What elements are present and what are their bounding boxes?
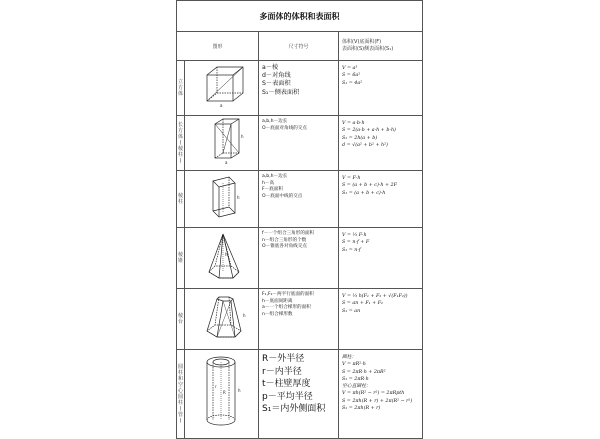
formula-line: S = 2πh(R + r) + 2π(R² − r²) <box>342 398 413 404</box>
row-name-char: 长 <box>177 122 183 128</box>
row-name-char: 圆 <box>177 394 183 400</box>
row-name <box>177 289 185 350</box>
svg-text:h: h <box>243 313 246 318</box>
table-row-prism <box>177 171 423 228</box>
formula-line: S = n·f + F <box>342 240 370 246</box>
formula-line: V = a³ <box>342 66 358 71</box>
row-name-char: 棱 <box>177 146 183 152</box>
row-name-char: 柱 <box>177 400 183 406</box>
svg-text:a: a <box>225 160 228 165</box>
svg-text:h: h <box>237 195 240 200</box>
symbol-line: a,b,h－边长 <box>262 119 288 124</box>
table-row-cylinder <box>177 350 423 439</box>
svg-text:r: r <box>215 384 217 389</box>
symbol-line: O－底面对角线的交点 <box>262 125 307 131</box>
table-row-frustum <box>177 289 423 350</box>
formula-line: S = an + F₁ + F₂ <box>342 301 383 307</box>
row-name-char: 棱 <box>177 313 183 319</box>
formulas-cell <box>339 289 423 350</box>
row-name-char: 台 <box>177 319 183 325</box>
symbol-line: r－内半径 <box>262 366 302 377</box>
symbol-line: p－平均半径 <box>262 391 313 402</box>
row-name-char: 柱 <box>177 370 183 376</box>
row-name-char: 体 <box>177 91 183 97</box>
symbol-line: n－组合三角形的个数 <box>262 237 307 243</box>
formulas-cell <box>339 171 423 228</box>
row-name-char: 方 <box>177 85 183 91</box>
svg-text:h: h <box>241 134 244 139</box>
row-name-char: 立 <box>177 79 183 85</box>
figure-cell <box>185 228 259 289</box>
row-name-char: 棱 <box>177 193 183 199</box>
row-name-char: 心 <box>177 388 183 394</box>
formula-line: S₁ = 2πR·h <box>342 376 369 382</box>
symbol-line: S₁＝内外侧面积 <box>262 404 326 415</box>
header-formulas-line1: 体积(V)底面积(F) <box>342 39 382 45</box>
formula-line: S₁ = an <box>342 308 361 314</box>
header-formulas <box>339 32 423 61</box>
formula-table <box>176 0 423 439</box>
row-name-char: 方 <box>177 128 183 134</box>
formulas-cell <box>339 61 423 116</box>
row-name-char: ( <box>179 406 182 412</box>
symbol-line: F－底面积 <box>262 187 284 193</box>
formula-line: S = 6a² <box>342 73 361 79</box>
figure-cell <box>185 289 259 350</box>
formulas-cell <box>339 116 423 171</box>
formula-line: S = 2πR·h + 2πR² <box>342 369 386 375</box>
symbols-cell <box>259 171 339 228</box>
symbol-line: t－柱壁厚度 <box>262 379 311 390</box>
symbols-cell <box>259 116 339 171</box>
symbol-line: h－底面间距离 <box>262 298 293 304</box>
formula-line: V = ⅓ F·h <box>342 233 367 238</box>
formula-line: S₁ = 2h(a + b) <box>342 135 378 141</box>
symbols-cell <box>259 289 339 350</box>
svg-text:h: h <box>225 252 228 257</box>
row-name <box>177 61 185 116</box>
table-row-cube <box>177 61 423 116</box>
row-name-char: 柱 <box>177 199 183 205</box>
table-row-pyramid <box>177 228 423 289</box>
formula-line: S₁ = 2πh(R + r) <box>342 406 381 412</box>
formulas-cell <box>339 350 423 439</box>
formula-line: V = πR²·h <box>342 362 366 368</box>
formulas-cell <box>339 228 423 289</box>
table-row-cuboid <box>177 116 423 171</box>
row-name-char: 空 <box>177 382 183 388</box>
figure-cell <box>185 350 259 439</box>
row-name-char: 柱 <box>177 152 183 158</box>
row-name-char: 棱 <box>177 252 183 258</box>
formula-line: V = πh(R² − r²) = 2πRpth <box>342 391 405 397</box>
formula-line: S₁ = n·f <box>342 247 361 253</box>
header-figure: 图形 <box>177 32 259 61</box>
symbol-line: a,b,h－边长 <box>262 174 288 179</box>
symbol-line: O－锥底各对角线交点 <box>262 244 307 250</box>
symbol-line: h－高 <box>262 180 275 186</box>
row-name-char: 锥 <box>177 258 183 264</box>
cuboid-figure-icon <box>185 116 259 166</box>
pyramid-figure-icon <box>185 228 259 284</box>
row-name-char: 圆 <box>177 364 183 370</box>
row-name-char: ( <box>179 140 182 146</box>
formula-line: S₁ = 4a² <box>342 80 363 86</box>
cube-figure-icon <box>185 61 259 111</box>
table-title: 多面体的体积和表面积 <box>177 1 423 32</box>
formula-line: V = F·h <box>342 176 361 181</box>
row-name-char: 体 <box>177 134 183 140</box>
row-name <box>177 171 185 228</box>
row-name-char: ) <box>179 158 182 164</box>
formula-line: 空心直圆柱： <box>342 384 371 390</box>
formula-line: V = a·b·h <box>342 121 365 126</box>
header-row <box>177 32 423 61</box>
formula-line: S = (a + b + c)·h + 2F <box>342 183 397 189</box>
formula-line: S₁ = (a + b + c)·h <box>342 190 386 196</box>
symbol-line: S₁－侧表面积 <box>262 88 300 96</box>
symbol-line: O－底面中线的交点 <box>262 193 303 199</box>
row-name-char: 和 <box>177 376 183 382</box>
symbols-cell <box>259 61 339 116</box>
symbol-line: a－棱 <box>262 64 279 71</box>
svg-text:R: R <box>223 390 226 395</box>
symbol-line: d－对角线 <box>262 72 291 80</box>
figure-cell <box>185 116 259 171</box>
row-name <box>177 350 185 439</box>
symbol-line: f－一个组合三角形的面积 <box>262 231 315 236</box>
symbol-line: a－一个组合梯形的面积 <box>262 305 311 311</box>
formula-line: d = √(a² + b² + h²) <box>342 142 388 148</box>
symbols-cell <box>259 350 339 439</box>
formula-line: V = ⅓ h(F₁ + F₂ + √(F₁F₂)) <box>342 294 408 299</box>
symbol-line: n－组合梯形数 <box>262 311 293 317</box>
figure-cell <box>185 61 259 116</box>
row-name <box>177 116 185 171</box>
svg-text:a: a <box>220 103 223 108</box>
row-name <box>177 228 185 289</box>
symbol-line: R－外半径 <box>262 354 305 364</box>
formula-table-sheet <box>176 0 422 424</box>
row-name-char: 管 <box>177 412 183 418</box>
header-formulas-line2: 表面积(S)侧表面积(S₁) <box>342 46 394 52</box>
symbol-line: F₁,F₂－两平行底面的面积 <box>262 292 314 297</box>
formula-line: 圆柱： <box>342 355 357 360</box>
symbols-cell <box>259 228 339 289</box>
header-symbols: 尺寸符号 <box>259 32 339 61</box>
symbol-line: S－表面积 <box>262 80 291 88</box>
svg-text:h: h <box>238 388 241 393</box>
formula-line: S = 2(a·b + a·h + b·h) <box>342 128 396 134</box>
figure-cell <box>185 171 259 228</box>
row-name-char: ) <box>179 418 182 424</box>
frustum-figure-icon <box>185 289 259 345</box>
prism-figure-icon <box>185 171 259 223</box>
cylinder-figure-icon <box>185 350 259 434</box>
